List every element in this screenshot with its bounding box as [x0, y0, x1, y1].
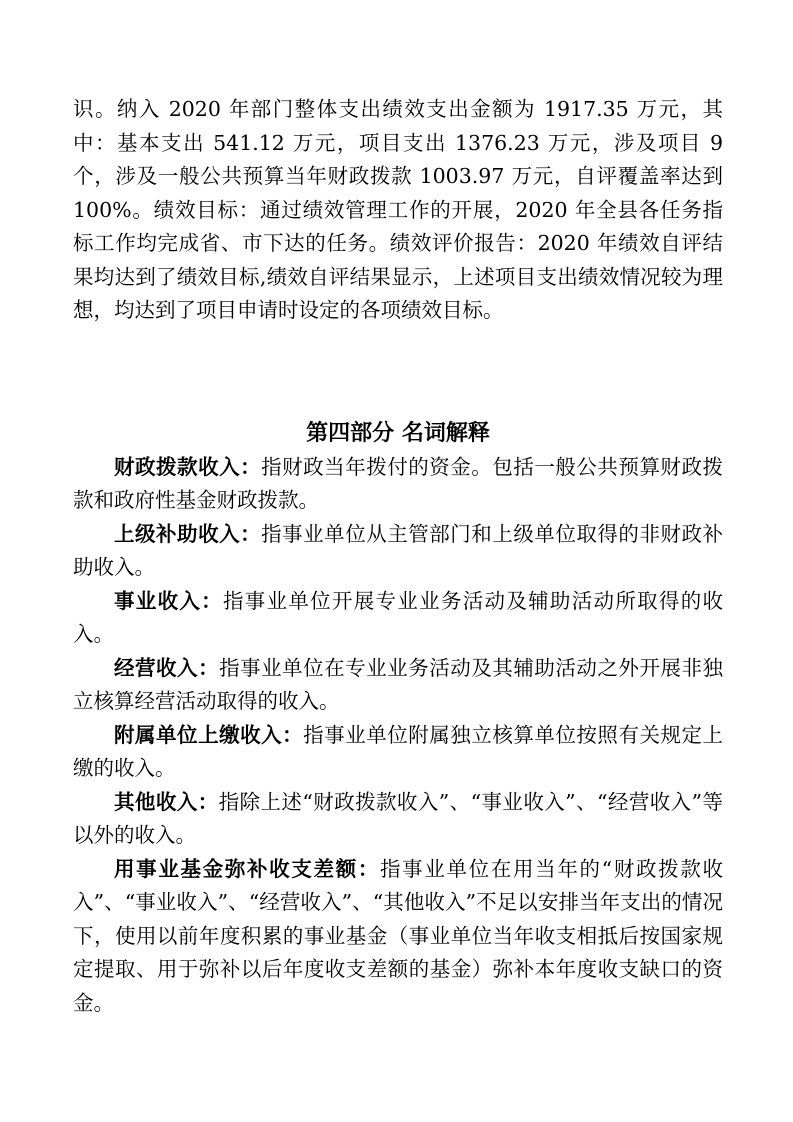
- definition-term: 用事业基金弥补收支差额：: [114, 856, 381, 881]
- section-title: 第四部分 名词解释: [306, 420, 490, 446]
- definition-text: 指事业单位附属独立核算单位按照有关规定上缴的收入。: [73, 722, 724, 780]
- definition-term: 经营收入：: [114, 655, 220, 680]
- document-page: [73, 93, 723, 1020]
- definition-text: 指除上述“财政拨款收入”、“事业收入”、“经营收入”等以外的收入。: [73, 789, 724, 847]
- intro-paragraph: 识。纳入 2020 年部门整体支出绩效支出金额为 1917.35 万元，其中：基本支出 541.12 万元，项目支出 1376.23 万元，涉及项目 9 个，涉及一般公共预算当年财政拨款 1003.97 万元，自评覆盖率达到 100%。绩效目标：通过绩效管理工作的开展，2020 年全县各任务指标工作均完成省、市下达的任务。绩效评价报告：2020 年绩效自评结果均达到了绩效目标,绩效自评结果显示，上述项目支出绩效情况较为理想，均达到了项目申请时设定的各项绩效目标。: [73, 97, 723, 322]
- definition-item-superior-subsidy-income: [73, 518, 723, 585]
- definition-item-operating-income: [73, 652, 723, 719]
- definition-item-business-income: [73, 585, 723, 652]
- definition-term: 财政拨款收入：: [114, 454, 262, 479]
- definition-item-subsidiary-remittance-income: [73, 719, 723, 786]
- definition-item-business-fund-offset: [73, 853, 723, 1021]
- definition-item-other-income: [73, 786, 723, 853]
- definition-text: 指事业单位开展专业业务活动及辅助活动所取得的收入。: [73, 588, 724, 646]
- definition-term: 其他收入：: [114, 789, 219, 814]
- definition-text: 指财政当年拨付的资金。包括一般公共预算财政拨款和政府性基金财政拨款。: [73, 454, 723, 512]
- definition-text: 指事业单位在专业业务活动及其辅助活动之外开展非独立核算经营活动取得的收入。: [73, 655, 724, 713]
- definition-text: 指事业单位在用当年的“财政拨款收入”、“事业收入”、“经营收入”、“其他收入”不足以安排当年支出的情况下，使用以前年度积累的事业基金（事业单位当年收支相抵后按国家规定提取、用于弥补以后年度收支差额的基金）弥补本年度收支缺口的资金。: [73, 856, 724, 1015]
- definition-text: 指事业单位从主管部门和上级单位取得的非财政补助收入。: [73, 521, 723, 579]
- definition-term: 事业收入：: [114, 588, 223, 613]
- definition-term: 上级补助收入：: [114, 521, 262, 546]
- definition-item-fiscal-allocation-income: [73, 451, 723, 518]
- definition-term: 附属单位上缴收入：: [114, 722, 304, 747]
